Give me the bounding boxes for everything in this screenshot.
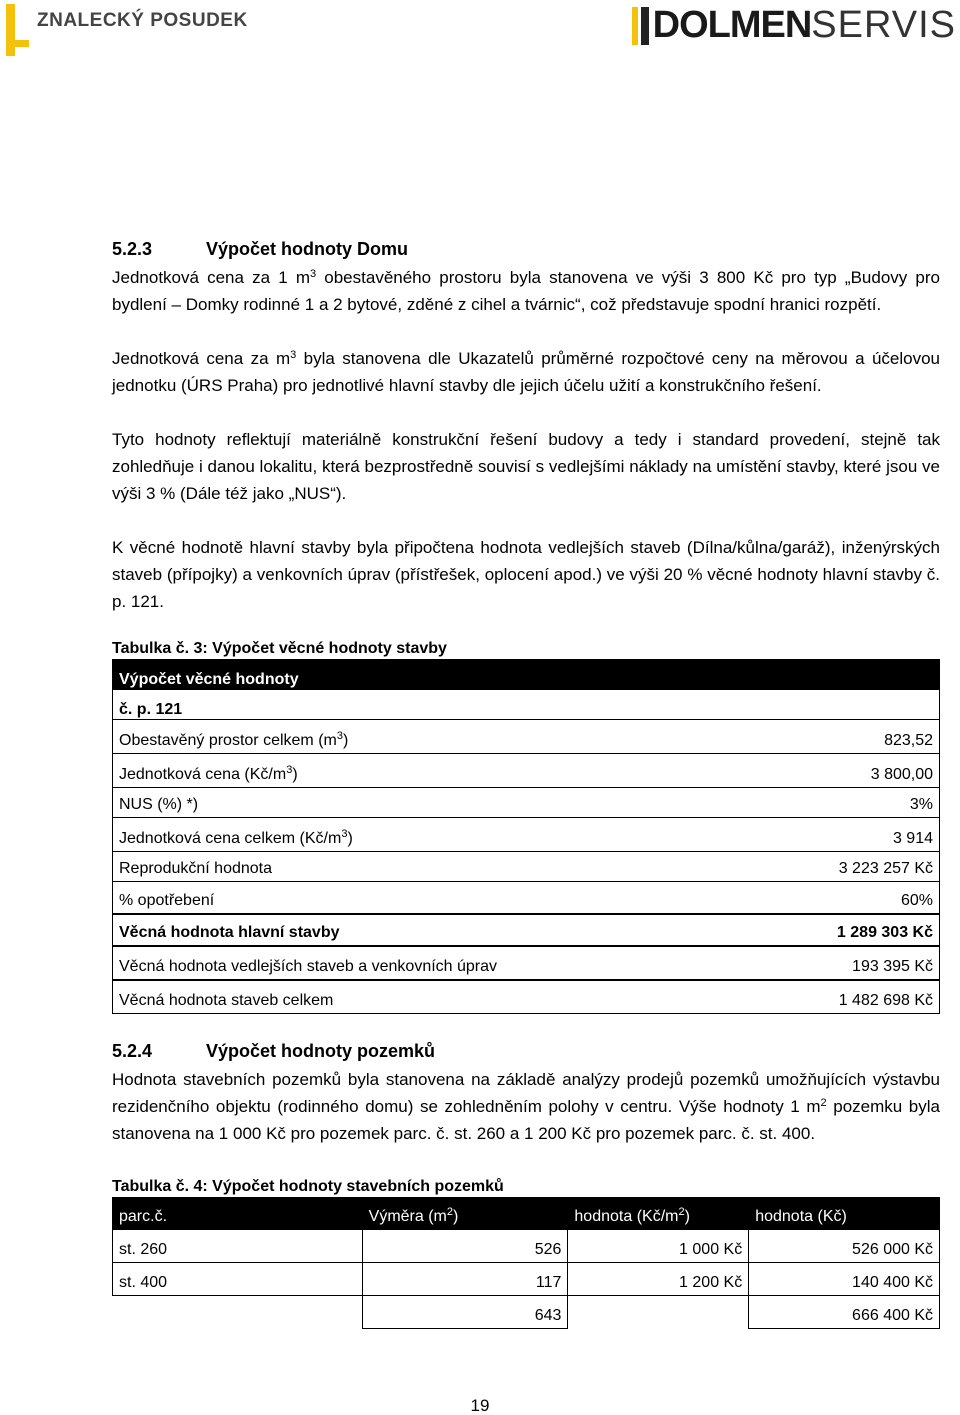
table-row — [113, 914, 940, 946]
row-value: 1 289 303 Kč — [760, 914, 940, 946]
table-row — [113, 788, 940, 818]
section-number: 5.2.4 — [112, 1041, 153, 1061]
total-value: 666 400 Kč — [749, 1296, 940, 1329]
table-row — [113, 720, 940, 754]
table-row — [113, 1263, 940, 1296]
table-row — [113, 1230, 940, 1263]
cell-value: 140 400 Kč — [749, 1263, 940, 1296]
col-header-parc: parc.č. — [113, 1198, 363, 1230]
paragraph-1: Jednotková cena za 1 $m^3$ obestavěného prostoru byla stanovena ve výši 3 800 Kč pro typ „Budovy pro bydlení – Domky rodinné 1 a 2 bytové, zděné z cihel a tvárnic“, což představuje spodní hranici rozpětí. — [112, 268, 940, 314]
row-value: 823,52 — [760, 720, 940, 754]
col-header-price: hodnota $(Kč/m^2)$ — [568, 1198, 749, 1230]
table-3-subheader — [113, 690, 940, 720]
table-row — [113, 818, 940, 852]
row-label: % opotřebení — [113, 882, 760, 914]
row-label: Věcná hodnota vedlejších staveb a venkovních úprav — [113, 946, 760, 980]
table-row — [113, 980, 940, 1014]
row-value: 60% — [760, 882, 940, 914]
left-brand-text: ZNALECKÝ POSUDEK — [37, 10, 248, 31]
row-value: 3 223 257 Kč — [760, 852, 940, 882]
page-header — [0, 0, 960, 70]
row-value: 3 800,00 — [760, 754, 940, 788]
row-label: Jednotková cena $(Kč/m^3)$ — [113, 754, 760, 788]
section-number: 5.2.3 — [112, 239, 153, 259]
dolmen-mark-icon — [632, 7, 649, 45]
table-4-header — [113, 1198, 940, 1230]
table-row — [113, 946, 940, 980]
table-4 — [112, 1197, 940, 1329]
cell-value: 526 000 Kč — [749, 1230, 940, 1263]
table-3-header — [113, 660, 940, 690]
row-label: Obestavěný prostor celkem $(m^3)$ — [113, 720, 760, 754]
cell-area: 117 — [362, 1263, 568, 1296]
row-label: Věcná hodnota staveb celkem — [113, 980, 760, 1014]
page-content — [112, 238, 940, 1329]
row-label: Reprodukční hodnota — [113, 852, 760, 882]
section-523-heading — [112, 238, 940, 260]
logo-bar-icon — [6, 4, 15, 56]
table-3-subhead-cell: č. p. 121 — [113, 690, 940, 720]
table-3-caption: Tabulka č. 3: Výpočet věcné hodnoty stavby — [112, 640, 447, 657]
row-value: 3 914 — [760, 818, 940, 852]
table-row — [113, 754, 940, 788]
cell-price: 1 200 Kč — [568, 1263, 749, 1296]
table-3 — [112, 659, 940, 1014]
right-brand-servis: SERVIS — [811, 4, 956, 46]
section-title: Výpočet hodnoty Domu — [206, 239, 408, 259]
table-4-caption: Tabulka č. 4: Výpočet hodnoty stavebních pozemků — [112, 1178, 504, 1195]
dolmen-servis-logo — [632, 4, 956, 47]
paragraph-2: Jednotková cena za $m^3$ byla stanovena dle Ukazatelů průměrné rozpočtové ceny na měrovou a účelovou jednotku (ÚRS Praha) pro jednotlivé hlavní stavby dle jejich účelu užití a konstrukčního řešení. — [112, 349, 940, 395]
row-label: Jednotková cena celkem $(Kč/m^3)$ — [113, 818, 760, 852]
cell-parc: st. 400 — [113, 1263, 363, 1296]
cell-parc: st. 260 — [113, 1230, 363, 1263]
znalecky-posudek-logo — [6, 4, 248, 56]
row-value: 193 395 Kč — [760, 946, 940, 980]
table-row — [113, 852, 940, 882]
paragraph-4: K věcné hodnotě hlavní stavby byla připočtena hodnota vedlejších staveb (Dílna/kůlna/garáž), inženýrských staveb (přípojky) a venkovních úprav (přístřešek, oplocení apod.) ve výši 20 % věcné hodnoty hlavní stavby č. p. 121. — [112, 538, 940, 611]
right-brand-dolmen: DOLMEN — [652, 4, 812, 46]
row-label: NUS (%) *) — [113, 788, 760, 818]
cell-price: 1 000 Kč — [568, 1230, 749, 1263]
table-4-total-row — [113, 1296, 940, 1329]
page-number: 19 — [470, 1396, 490, 1415]
row-value: 1 482 698 Kč — [760, 980, 940, 1014]
table-row — [113, 882, 940, 914]
table-3-head-cell: Výpočet věcné hodnoty — [113, 660, 940, 690]
cell-area: 526 — [362, 1230, 568, 1263]
row-value: 3% — [760, 788, 940, 818]
row-label: Věcná hodnota hlavní stavby — [113, 914, 760, 946]
col-header-area: Výměra $(m^2)$ — [362, 1198, 568, 1230]
col-header-value: hodnota (Kč) — [749, 1198, 940, 1230]
paragraph-3: Tyto hodnoty reflektují materiálně konstrukční řešení budovy a tedy i standard provedení, stejně tak zohledňuje i danou lokalitu, která bezprostředně souvisí s vedlejšími náklady na umístění stavby, které jsou ve výši 3 % (Dále též jako „NUS“). — [112, 430, 940, 503]
total-area: 643 — [362, 1296, 568, 1329]
section-title: Výpočet hodnoty pozemků — [206, 1041, 436, 1061]
paragraph-5: Hodnota stavebních pozemků byla stanovena na základě analýzy prodejů pozemků umožňujících výstavbu rezidenčního objektu (rodinného domu) se zohledněním polohy v centru. Výše hodnoty 1 $m^2$ pozemku byla stanovena na 1 000 Kč pro pozemek parc. č. st. 260 a 1 200 Kč pro pozemek parc. č. st. 400. — [112, 1070, 940, 1143]
section-524-heading — [112, 1040, 940, 1062]
